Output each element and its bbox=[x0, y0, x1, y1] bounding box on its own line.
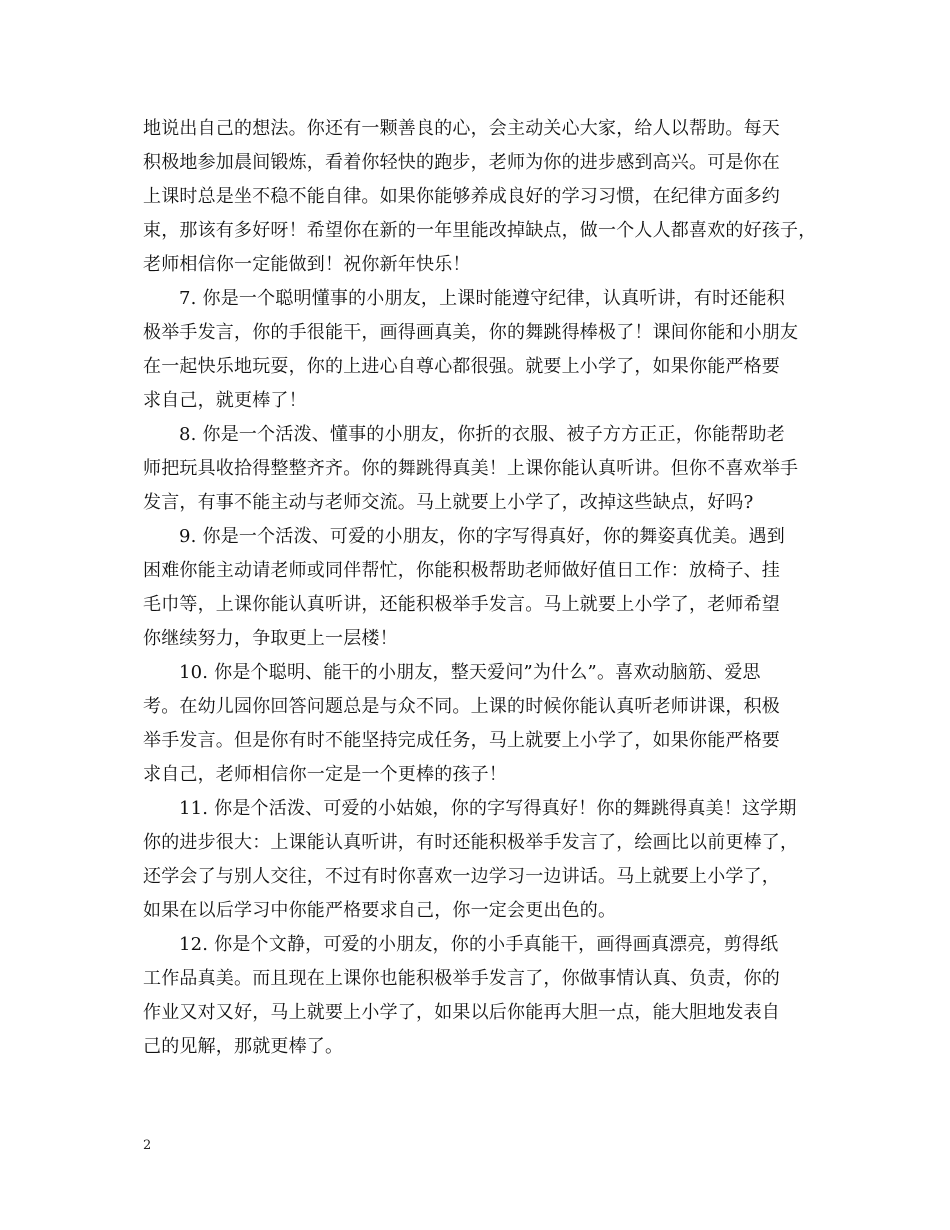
text-line: 作业又对又好，马上就要上小学了，如果以后你能再大胆一点，能大胆地发表自 bbox=[143, 1002, 780, 1023]
paragraph-9-first-line: 9. 你是一个活泼、可爱的小朋友，你的字写得真好，你的舞姿真优美。遇到 bbox=[179, 526, 785, 547]
text-line: 老师相信你一定能做到！祝你新年快乐！ bbox=[143, 254, 471, 275]
text-line: 还学会了与别人交往，不过有时你喜欢一边学习一边讲话。马上就要上小学了， bbox=[143, 866, 780, 887]
text-line: 求自己，老师相信你一定是一个更棒的孩子！ bbox=[143, 764, 507, 785]
text-line: 上课时总是坐不稳不能自律。如果你能够养成良好的学习习惯，在纪律方面多约 bbox=[143, 186, 780, 207]
text-line: 工作品真美。而且现在上课你也能积极举手发言了，你做事情认真、负责，你的 bbox=[143, 968, 780, 989]
text-line: 你的进步很大：上课能认真听讲，有时还能积极举手发言了，绘画比以前更棒了， bbox=[143, 832, 799, 853]
text-line: 师把玩具收拾得整整齐齐。你的舞跳得真美！上课你能认真听讲。但你不喜欢举手 bbox=[143, 458, 799, 479]
text-line: 积极地参加晨间锻炼，看着你轻快的跑步，老师为你的进步感到高兴。可是你在 bbox=[143, 152, 780, 173]
paragraph-11-first-line: 11. 你是个活泼、可爱的小姑娘，你的字写得真好！你的舞跳得真美！这学期 bbox=[179, 798, 797, 819]
text-line: 发言，有事不能主动与老师交流。马上就要上小学了，改掉这些缺点，好吗? bbox=[143, 492, 754, 513]
text-line: 如果在以后学习中你能严格要求自己，你一定会更出色的。 bbox=[143, 900, 617, 921]
paragraph-8-first-line: 8. 你是一个活泼、懂事的小朋友，你折的衣服、被子方方正正，你能帮助老 bbox=[179, 424, 785, 445]
text-line: 地说出自己的想法。你还有一颗善良的心，会主动关心大家，给人以帮助。每天 bbox=[143, 118, 780, 139]
text-line: 举手发言。但是你有时不能坚持完成任务，马上就要上小学了，如果你能严格要 bbox=[143, 730, 780, 751]
text-line: 己的见解，那就更棒了。 bbox=[143, 1036, 344, 1057]
text-line: 极举手发言，你的手很能干，画得画真美，你的舞跳得棒极了！课间你能和小朋友 bbox=[143, 322, 799, 343]
paragraph-7-first-line: 7. 你是一个聪明懂事的小朋友，上课时能遵守纪律，认真听讲，有时还能积 bbox=[179, 288, 785, 309]
text-line: 困难你能主动请老师或同伴帮忙，你能积极帮助老师做好值日工作：放椅子、挂 bbox=[143, 560, 780, 581]
paragraph-12-first-line: 12. 你是个文静，可爱的小朋友，你的小手真能干，画得画真漂亮，剪得纸 bbox=[179, 934, 779, 955]
text-line: 毛巾等，上课你能认真听讲，还能积极举手发言。马上就要上小学了，老师希望 bbox=[143, 594, 780, 615]
text-line: 在一起快乐地玩耍，你的上进心自尊心都很强。就要上小学了，如果你能严格要 bbox=[143, 356, 780, 377]
text-line: 束，那该有多好呀！希望你在新的一年里能改掉缺点，做一个人人都喜欢的好孩子， bbox=[143, 220, 817, 241]
text-line: 求自己，就更棒了！ bbox=[143, 390, 307, 411]
text-line: 你继续努力，争取更上一层楼！ bbox=[143, 628, 398, 649]
paragraph-10-first-line: 10. 你是个聪明、能干的小朋友，整天爱问”为什么”。喜欢动脑筋、爱思 bbox=[179, 662, 761, 683]
page-number: 2 bbox=[143, 1138, 152, 1153]
text-line: 考。在幼儿园你回答问题总是与众不同。上课的时候你能认真听老师讲课，积极 bbox=[143, 696, 780, 717]
